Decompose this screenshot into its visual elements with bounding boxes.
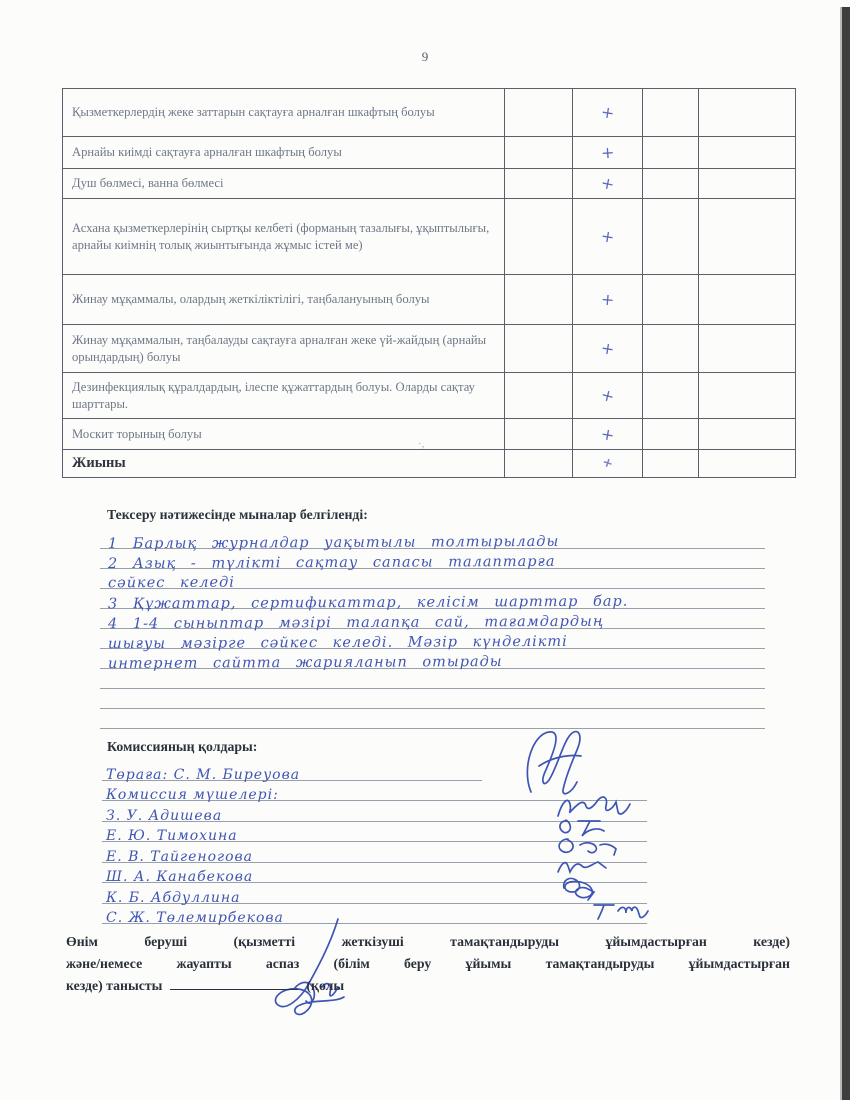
row-label: Қызметкерлердің жеке заттарын сақтауға арналған шкафтың болуы xyxy=(63,89,505,137)
handwritten-text: 2 Азық - түлікті сақтау сапасы талаптарға xyxy=(107,553,556,573)
table-cell-mark xyxy=(573,419,643,450)
table-cell-empty xyxy=(643,419,699,450)
ruled-line-empty xyxy=(100,669,765,689)
table-cell-empty xyxy=(699,275,796,325)
table-cell-empty xyxy=(643,199,699,275)
member-name: К. Б. Абдуллина xyxy=(106,889,241,906)
table-cell-empty xyxy=(699,89,796,137)
handwritten-text: 4 1-4 сыныптар мәзірі талапқа сай, тағамдардың xyxy=(107,613,605,633)
check-mark: + xyxy=(599,102,616,123)
commission-member-row xyxy=(102,883,647,904)
check-mark: + xyxy=(600,142,615,163)
footer-line-last xyxy=(66,975,790,997)
table-cell-empty xyxy=(505,275,573,325)
row-label: Арнайы киімді сақтауға арналған шкафтың болуы xyxy=(63,137,505,169)
table-cell-empty xyxy=(505,169,573,199)
handwritten-line xyxy=(100,529,765,553)
table-cell-empty xyxy=(505,137,573,169)
table-cell-empty xyxy=(505,450,573,478)
table-row xyxy=(63,137,796,169)
table-cell-empty xyxy=(699,199,796,275)
table-cell-empty xyxy=(699,169,796,199)
row-label: Душ бөлмесі, ванна бөлмесі xyxy=(63,169,505,199)
table-cell-empty xyxy=(505,199,573,275)
row-label: Москит торының болуы xyxy=(63,419,505,450)
table-cell-empty xyxy=(643,137,699,169)
commission-signatures-section xyxy=(102,760,647,924)
table-cell-mark xyxy=(573,325,643,373)
handwritten-line xyxy=(100,609,765,633)
handwritten-line xyxy=(100,549,765,573)
member-name: Е. Ю. Тимохина xyxy=(106,828,238,844)
check-mark: + xyxy=(598,384,617,407)
table-cell-empty xyxy=(643,275,699,325)
table-row xyxy=(63,169,796,199)
handwritten-text: 3 Құжаттар, сертификаттар, келісім шарттар бар. xyxy=(107,593,629,613)
findings-heading: Тексеру нәтижесінде мыналар белгіленді: xyxy=(107,507,368,522)
row-label: Жинау мұқаммалы, олардың жеткіліктілігі, таңбалануының болуы xyxy=(63,275,505,325)
footer-text-before-blank: кезде) танысты xyxy=(66,978,163,994)
table-cell-empty xyxy=(699,419,796,450)
table-cell-mark xyxy=(573,373,643,419)
table-cell-empty xyxy=(643,169,699,199)
footer-line: және/немесе жауапты аспаз (білім беру ұйымы тамақтандыруды ұйымдастырған xyxy=(66,956,790,972)
commission-member-row xyxy=(102,760,482,781)
table-cell-empty xyxy=(699,325,796,373)
table-cell-mark xyxy=(573,89,643,137)
handwritten-text: 1 Барлық журналдар уақытылы толтырылады xyxy=(107,533,560,553)
check-mark: + xyxy=(599,338,616,359)
table-row-total xyxy=(63,450,796,478)
table-cell-empty xyxy=(643,450,699,478)
handwritten-line xyxy=(100,589,765,613)
ruled-line-empty xyxy=(100,709,765,729)
check-mark: + xyxy=(600,454,616,473)
page-number: 9 xyxy=(421,49,429,64)
check-mark: + xyxy=(598,172,617,195)
table-cell-empty xyxy=(643,325,699,373)
check-mark: + xyxy=(599,226,616,247)
table-row xyxy=(63,419,796,450)
signature-scribble-icon xyxy=(590,895,650,921)
row-label: Асхана қызметкерлерінің сыртқы келбеті (форманың тазалығы, ұқыптылығы, арнайы киімнің толық жиынтығында жұмыс істей ме) xyxy=(63,199,505,275)
table-cell-empty xyxy=(699,137,796,169)
findings-section xyxy=(100,529,765,729)
handwritten-text: интернет сайтта жарияланып отырады xyxy=(107,653,503,673)
row-label: Жиыны xyxy=(63,450,505,478)
table-cell-mark xyxy=(573,137,643,169)
handwritten-text: сәйкес келеді xyxy=(107,574,235,592)
inspection-checklist-table xyxy=(62,88,796,478)
table-cell-empty xyxy=(505,325,573,373)
footer-paragraph xyxy=(66,931,790,997)
commission-heading: Комиссияның қолдары: xyxy=(107,739,258,754)
table-cell-empty xyxy=(699,373,796,419)
scanner-edge-shadow xyxy=(842,7,850,1100)
row-label: Жинау мұқаммалын, таңбалауды сақтауға арналған жеке үй-жайдың (арнайы орындардың) болуы xyxy=(63,325,505,373)
ruled-line-empty xyxy=(100,689,765,709)
table-row xyxy=(63,325,796,373)
table-cell-mark xyxy=(573,199,643,275)
table-cell-empty xyxy=(505,373,573,419)
member-name: С. Ж. Төлемирбекова xyxy=(106,910,284,926)
stray-ink-mark: ·, xyxy=(418,438,425,450)
handwritten-line xyxy=(100,569,765,592)
footer-line: Өнім беруші (қызметті жеткізуші тамақтандыруды ұйымдастырған кезде) xyxy=(66,934,790,949)
table-cell-mark xyxy=(573,275,643,325)
check-mark: + xyxy=(599,423,616,445)
table-row xyxy=(63,373,796,419)
member-name: Төраға: С. М. Биреуова xyxy=(106,766,301,783)
table-row xyxy=(63,89,796,137)
row-label: Дезинфекциялық құралдардың, ілеспе құжаттардың болуы. Оларды сақтау шарттары. xyxy=(63,373,505,419)
handwritten-text: шығуы мәзірге сәйкес келеді. Мәзір күнделікті xyxy=(107,633,568,653)
table-cell-empty xyxy=(643,89,699,137)
table-row xyxy=(63,275,796,325)
table-cell-empty xyxy=(643,373,699,419)
table-row xyxy=(63,199,796,275)
footer-text-after-blank: (қолы xyxy=(306,978,345,994)
member-name: Е. В. Тайгеногова xyxy=(106,848,254,865)
check-mark: + xyxy=(599,289,616,310)
member-name: З. У. Адишева xyxy=(106,807,223,824)
member-name: Ш. А. Канабекова xyxy=(106,869,254,885)
member-name: Комиссия мүшелері: xyxy=(106,787,279,803)
table-cell-empty xyxy=(505,419,573,450)
signature-blank xyxy=(170,977,298,990)
table-cell-empty xyxy=(505,89,573,137)
handwritten-line xyxy=(100,629,765,653)
table-cell-empty xyxy=(699,450,796,478)
handwritten-line xyxy=(100,649,765,673)
table-cell-mark xyxy=(573,169,643,199)
table-cell-mark xyxy=(573,450,643,478)
